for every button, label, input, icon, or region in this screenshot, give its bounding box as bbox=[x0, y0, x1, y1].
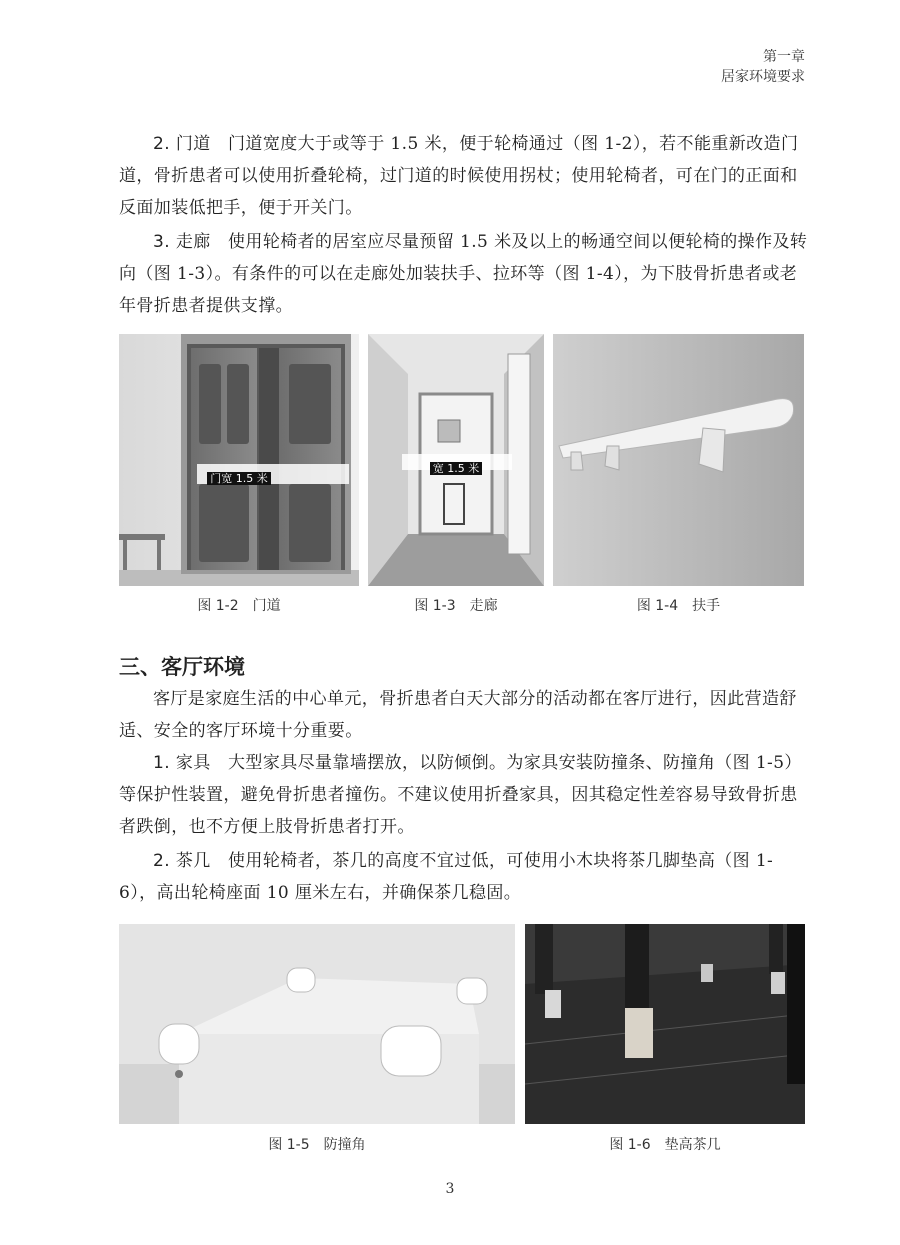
caption-figure-1-2: 图 1-2 门道 bbox=[197, 598, 281, 614]
running-header-title: 居家环境要求 bbox=[721, 69, 805, 85]
paragraph-door bbox=[119, 128, 809, 224]
page-number: 3 bbox=[445, 1181, 455, 1197]
caption-figure-1-4: 图 1-4 扶手 bbox=[636, 598, 721, 614]
caption-figure-1-6: 图 1-6 垫高茶几 bbox=[609, 1137, 721, 1153]
paragraph-tea-table bbox=[119, 845, 809, 909]
paragraph-furniture bbox=[119, 747, 809, 843]
paragraph-label: 2. 茶几 bbox=[153, 851, 211, 871]
figure-raised-table-photo bbox=[525, 924, 805, 1124]
caption-figure-1-5: 图 1-5 防撞角 bbox=[268, 1137, 366, 1153]
paragraph-text: 使用轮椅者，茶几的高度不宜过低，可使用小木块将茶几脚垫高（图 1-6），高出轮椅座面 10 厘米左右，并确保茶几稳固。 bbox=[119, 851, 774, 903]
figure-corridor-photo bbox=[368, 334, 544, 586]
section-heading: 三、客厅环境 bbox=[119, 654, 245, 679]
paragraph-text: 使用轮椅者的居室应尽量预留 1.5 米及以上的畅通空间以便轮椅的操作及转向（图 1-3）。有条件的可以在走廊处加装扶手、拉环等（图 1-4），为下肢骨折患者或老年骨折患者提供支撑。 bbox=[119, 232, 808, 316]
door-width-label: 门宽 1.5 米 bbox=[207, 472, 271, 485]
figure-handrail-photo bbox=[553, 334, 804, 586]
running-header-chapter: 第一章 bbox=[763, 49, 805, 65]
caption-figure-1-3: 图 1-3 走廊 bbox=[414, 598, 498, 614]
paragraph-label: 2. 门道 bbox=[153, 134, 211, 154]
paragraph-text: 门道宽度大于或等于 1.5 米，便于轮椅通过（图 1-2），若不能重新改造门道，骨折患者可以使用折叠轮椅，过门道的时候使用拐杖；使用轮椅者，可在门的正面和反面加装低把手，便于开关门。 bbox=[119, 134, 799, 218]
figure-corner-guard-photo bbox=[119, 924, 515, 1124]
paragraph-living-room-intro: 客厅是家庭生活的中心单元，骨折患者白天大部分的活动都在客厅进行，因此营造舒适、安全的客厅环境十分重要。 bbox=[119, 689, 797, 741]
paragraph-label: 1. 家具 bbox=[153, 753, 211, 773]
corridor-width-label: 宽 1.5 米 bbox=[430, 462, 483, 475]
paragraph-text: 大型家具尽量靠墙摆放，以防倾倒。为家具安装防撞条、防撞角（图 1-5）等保护性装置，避免骨折患者撞伤。不建议使用折叠家具，因其稳定性差容易导致骨折患者跌倒，也不方便上肢骨折患者打开。 bbox=[119, 753, 802, 837]
paragraph-label: 3. 走廊 bbox=[153, 232, 211, 252]
paragraph-corridor bbox=[119, 226, 809, 322]
figure-door-photo bbox=[119, 334, 359, 586]
